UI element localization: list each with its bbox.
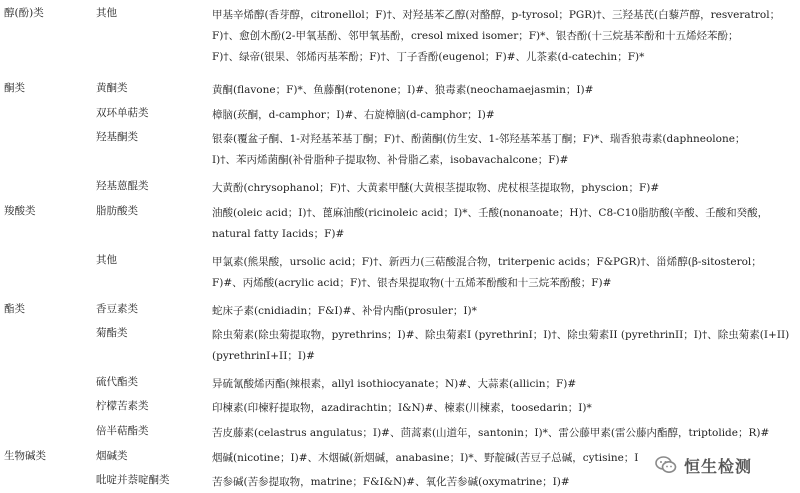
compound-line: 油酸(oleic acid；I)†、蓖麻油酸(ricinoleic acid；I)*、壬酸(nonanoate；H)†、C8-C10脂肪酸(辛酸、壬酸和癸酸， [212, 207, 769, 219]
compound-line: F)#、丙烯酸(acrylic acid；F)†、银杏果提取物(十五烯苯酚酸和十三烷苯酚酸；F)# [212, 277, 612, 289]
compound-cell [212, 252, 796, 294]
compound-cell [212, 129, 796, 171]
compound-line: 异硫氰酸烯丙酯(辣根素，allyl isothiocyanate；N)#、大蒜素(allicin；F)# [212, 378, 577, 390]
compound-line: 除虫菊素(除虫菊提取物，pyrethrins；I)#、除虫菊素I (pyrethrinI；I)†、除虫菊素II (pyrethrinII；I)†、除虫菊素(I+II) [212, 329, 790, 341]
compound-cell [212, 178, 796, 199]
compound-line: 苦参碱(苦参提取物，matrine；F&I&N)#、氧化苦参碱(oxymatrine；I)# [212, 476, 570, 488]
compound-cell [212, 105, 796, 126]
subcategory-cell: 黄酮类 [96, 82, 128, 94]
compound-cell [212, 374, 796, 395]
category-cell: 酮类 [4, 82, 25, 94]
subcategory-cell: 菊酯类 [96, 327, 128, 339]
compound-line: 甲基辛烯醇(香芽醇，citronellol；F)†、对羟基苯乙醇(对酪醇，p-tyrosol；PGR)†、三羟基芪(白藜芦醇，resveratrol； [212, 9, 781, 21]
subcategory-cell: 羟基酮类 [96, 131, 138, 143]
subcategory-cell: 倍半萜酯类 [96, 425, 149, 437]
subcategory-cell: 吡啶并萘啶酮类 [96, 474, 170, 486]
subcategory-cell: 硫代酯类 [96, 376, 138, 388]
subcategory-cell: 烟碱类 [96, 450, 128, 462]
subcategory-cell: 香豆素类 [96, 303, 138, 315]
compound-cell [212, 203, 796, 245]
watermark-text: 恒生检测 [684, 456, 753, 476]
wechat-icon [654, 453, 678, 477]
compound-line: 甲氯素(熊果酸，ursolic acid；F)†、新西力(三萜酸混合物，triterpenic acids；F&PGR)†、甾烯醇(β-sitosterol； [212, 256, 762, 268]
compound-line: 黄酮(flavone；F)*、鱼藤酮(rotenone；I)#、狼毒素(neochamaejasmin；I)# [212, 84, 594, 96]
subcategory-cell: 柠檬苦素类 [96, 400, 149, 412]
subcategory-cell: 其他 [96, 254, 117, 266]
compound-cell [212, 423, 796, 444]
compound-line: 蛇床子素(cnidiadin；F&I)#、补骨内酯(prosuler；I)* [212, 305, 477, 317]
compound-cell [212, 301, 796, 322]
compound-line: I)†、苯丙烯菌酮(补骨脂种子提取物、补骨脂乙素，isobavachalcone；F)# [212, 154, 569, 166]
compound-line: 苦皮藤素(celastrus angulatus；I)#、茴蒿素(山道年，santonin；I)*、雷公藤甲素(雷公藤内酯醇，triptolide；R)# [212, 427, 770, 439]
category-cell: 生物碱类 [4, 450, 46, 462]
compound-cell [212, 5, 796, 68]
category-cell: 酯类 [4, 303, 25, 315]
watermark [650, 452, 758, 478]
subcategory-cell: 羟基蒽醌类 [96, 180, 149, 192]
subcategory-cell: 脂肪酸类 [96, 205, 138, 217]
compound-line: 银泰(覆盆子酮、1-对羟基苯基丁酮；F)†、酚菌酮(仿生安、1-邻羟基苯基丁酮；F)*、瑞香狼毒素(daphneolone； [212, 133, 746, 145]
compound-line: 樟脑(莰酮，d-camphor；I)#、右旋樟脑(d-camphor；I)# [212, 109, 495, 121]
compound-line: 印楝素(印楝籽提取物，azadirachtin；I&N)#、楝素(川楝素，toosedarin；I)* [212, 402, 592, 414]
compound-cell [212, 80, 796, 101]
category-cell: 羧酸类 [4, 205, 36, 217]
compound-cell [212, 325, 796, 367]
compound-line: F)†、愈创木酚(2-甲氧基酚、邻甲氧基酚，cresol mixed isomer；F)*、银杏酚(十三烷基苯酚和十五烯烃苯酚； [212, 30, 739, 42]
compound-cell [212, 398, 796, 419]
compound-line: F)†、绿帝(银果、邻烯丙基苯酚；F)†、丁子香酚(eugenol；F)#、儿茶素(d-catechin；F)* [212, 51, 645, 63]
compound-line: natural fatty Iacids；F)# [212, 228, 345, 240]
compound-line: (pyrethrinI+II；I)# [212, 350, 315, 362]
subcategory-cell: 双环单萜类 [96, 107, 149, 119]
subcategory-cell: 其他 [96, 7, 117, 19]
category-cell: 醇(酚)类 [4, 7, 44, 19]
compound-line: 大黄酚(chrysophanol；F)†、大黄素甲醚(大黄根茎提取物、虎杖根茎提取物，physcion；F)# [212, 182, 660, 194]
compound-line: 烟碱(nicotine；I)#、木烟碱(新烟碱，anabasine；I)*、野靛碱(苦豆子总碱，cytisine；I [212, 452, 639, 464]
